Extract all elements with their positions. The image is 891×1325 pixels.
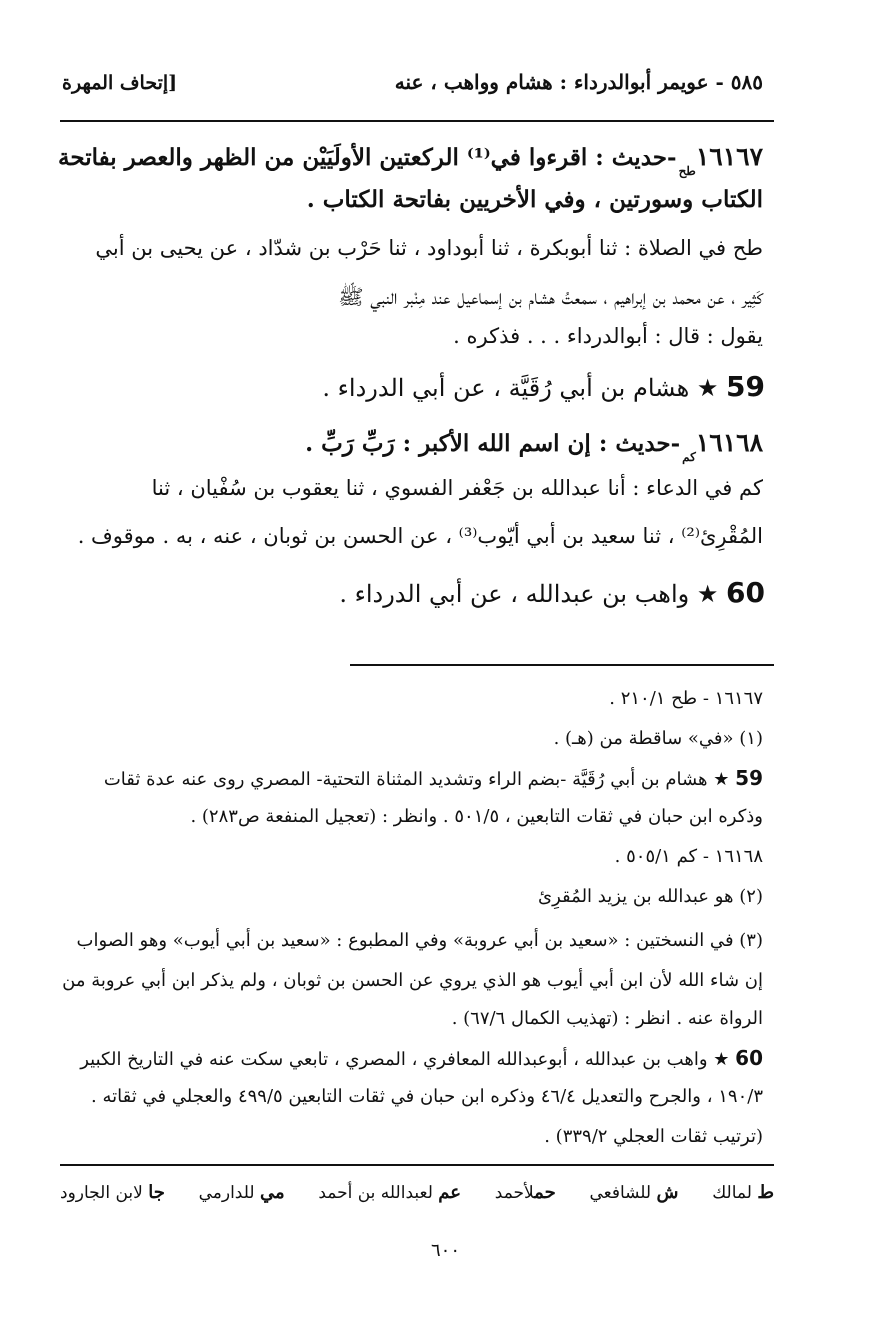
- page-number: ٦٠٠: [430, 1240, 460, 1261]
- footnote-line: ١٦١٦٧ - طح ٢١٠/١ .: [609, 688, 763, 709]
- narrator-name: واهب بن عبدالله ، عن أبي الدرداء .: [339, 580, 690, 608]
- legend-item: ط لمالك: [712, 1182, 774, 1203]
- footnote-line: إن شاء الله لأن ابن أبي أيوب هو الذي يروي عن الحسن بن ثوبان ، ولم يذكر ابن أبي عروبة من: [62, 970, 763, 991]
- hadith-text: -حديث : اقرءوا في⁽¹⁾ الركعتين الأولَيَيْن من الظهر والعصر بفاتحة: [58, 144, 677, 171]
- legend-item: ش للشافعي: [589, 1182, 679, 1203]
- narrator-heading-59: [322, 370, 765, 403]
- narrator-number: 59: [726, 370, 765, 403]
- footnote-line: الرواة عنه . انظر : (تهذيب الكمال ٦٧/٦) .: [451, 1008, 763, 1029]
- hadith-16168-line1: [305, 428, 763, 464]
- star-icon: ★: [696, 374, 719, 402]
- hadith-number: ١٦١٦٧: [695, 142, 763, 171]
- source-code: طح: [678, 164, 696, 178]
- abbreviation-legend: [60, 1182, 774, 1203]
- running-header-book: [إتحاف المهرة: [62, 72, 178, 94]
- isnad-line: كم في الدعاء : أنا عبدالله بن جَعْفر الفسوي ، ثنا يعقوب بن سُفْيان ، ثنا: [151, 476, 763, 500]
- legend-item: عم لعبدالله بن أحمد: [318, 1182, 462, 1203]
- hadith-text: -حديث : إن اسم الله الأكبر : رَبِّ رَبِّ .: [305, 430, 681, 457]
- footnote-60: [80, 1046, 763, 1070]
- footnote-text: هشام بن أبي رُقَيَّة -بضم الراء وتشديد المثناة التحتية- المصري روى عنه عدة ثقات: [103, 769, 708, 790]
- legend-item: حملأحمد: [494, 1182, 556, 1203]
- narrator-name: هشام بن أبي رُقَيَّة ، عن أبي الدرداء .: [322, 374, 690, 402]
- footnote-line: (٢) هو عبدالله بن يزيد المُقرِئ: [538, 886, 763, 907]
- legend-rule: [60, 1164, 774, 1166]
- footnote-rule: [350, 664, 774, 666]
- footnote-number: 59: [735, 766, 763, 790]
- hadith-16167-line2: الكتاب وسورتين ، وفي الأخريين بفاتحة الكتاب .: [306, 186, 763, 213]
- footnote-number: 60: [735, 1046, 763, 1070]
- footnote-line: ١٩٠/٣ ، والجرح والتعديل ٤٦/٤ وذكره ابن حبان في ثقات التابعين ٤٩٩/٥ والعجلي في ثقاته .: [91, 1086, 763, 1107]
- isnad-line: يقول : قال : أبوالدرداء . . . فذكره .: [453, 324, 763, 348]
- legend-item: مي للدارمي: [198, 1182, 285, 1203]
- isnad-line: المُقْرِئ⁽²⁾ ، ثنا سعيد بن أبي أيّوب⁽³⁾ ، عن الحسن بن ثوبان ، عنه ، به . موقوف .: [77, 524, 763, 548]
- header-rule: [60, 120, 774, 122]
- footnote-line: (١) «في» ساقطة من (هـ) .: [553, 728, 763, 749]
- running-header-title: ٥٨٥ - عويمر أبوالدرداء : هشام وواهب ، عنه: [394, 70, 763, 94]
- source-code: كم: [682, 450, 696, 464]
- narrator-number: 60: [726, 576, 765, 609]
- isnad-line: طح في الصلاة : ثنا أبوبكرة ، ثنا أبوداود ، ثنا حَرْب بن شدّاد ، عن يحيى بن أبي: [95, 236, 763, 260]
- isnad-line: كَثِير ، عن محمد بن إبراهيم ، سمعتُ هشام بن إسماعيل عند مِنْبر النبي ﷺ: [338, 285, 763, 309]
- footnote-line: وذكره ابن حبان في ثقات التابعين ، ٥٠١/٥ . وانظر : (تعجيل المنفعة ص٢٨٣) .: [190, 806, 763, 827]
- footnote-line: (٣) في النسختين : «سعيد بن أبي عروبة» وفي المطبوع : «سعيد بن أبي أيوب» وهو الصواب: [76, 930, 763, 951]
- footnote-text: واهب بن عبدالله ، أبوعبدالله المعافري ، المصري ، تابعي سكت عنه في التاريخ الكبير: [80, 1049, 708, 1070]
- star-icon: ★: [713, 1049, 730, 1070]
- narrator-heading-60: [339, 576, 765, 609]
- star-icon: ★: [713, 769, 730, 790]
- legend-item: جا لابن الجارود: [60, 1182, 165, 1203]
- footnote-line: ١٦١٦٨ - كم ٥٠٥/١ .: [614, 846, 763, 867]
- hadith-number: ١٦١٦٨: [695, 428, 763, 457]
- hadith-16167-line1: [58, 142, 763, 178]
- footnote-59: [104, 766, 763, 790]
- star-icon: ★: [696, 580, 719, 608]
- footnote-line: (ترتيب ثقات العجلي ٣٣٩/٢) .: [544, 1126, 763, 1147]
